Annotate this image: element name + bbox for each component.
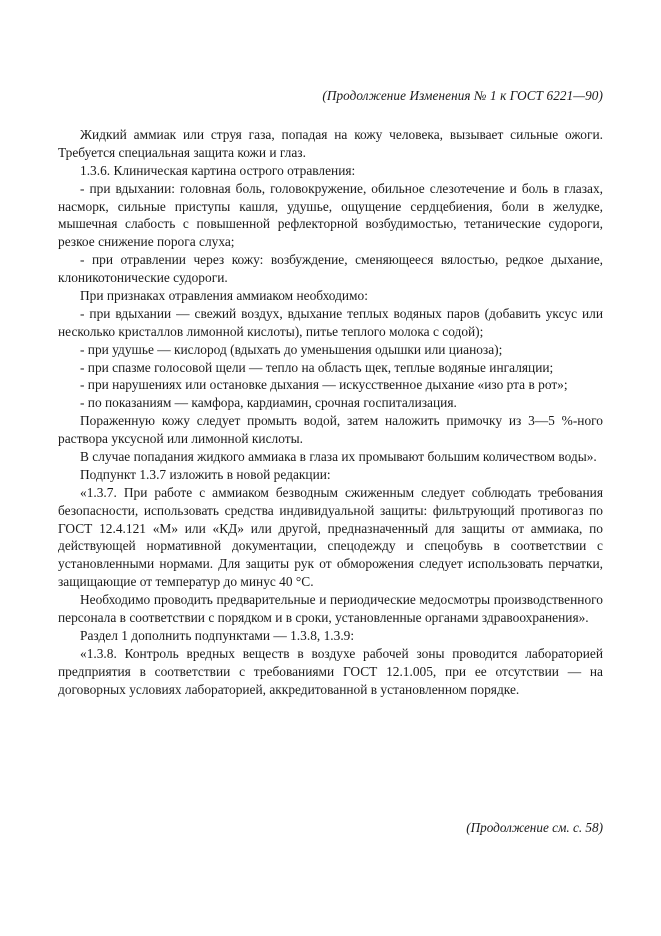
paragraph: Жидкий аммиак или струя газа, попадая на кожу человека, вызывает сильные ожоги. Требуется специальная защита кожи и глаз.: [58, 127, 603, 160]
paragraph: - при вдыхании: головная боль, головокружение, обильное слезотечение и боль в глазах, насморк, сильные приступы кашля, удушье, ощущение сердцебиения, боли в желудке, мышечная слабость с повышенной рефлекторной возбудимостью, тетанические судороги, резкое снижение порога слуха;: [58, 180, 603, 250]
paragraph: При признаках отравления аммиаком необходимо:: [80, 288, 368, 304]
paragraph: Подпункт 1.3.7 изложить в новой редакции:: [80, 466, 331, 482]
paragraph: Необходимо проводить предварительные и периодические медосмотры производственного персонала в соответствии с порядком и в сроки, установленные органами здравоохранения».: [58, 592, 603, 626]
document-body: [58, 126, 603, 699]
paragraph: «1.3.7. При работе с аммиаком безводным сжиженным следует соблюдать требования безопасности, использовать средства индивидуальной защиты: фильтрующий противогаз по ГОСТ 12.4.121 «М» или «КД» или другой, предназначенный для защиты от аммиака, по действующей нормативной документации, спецодежду и спецобувь в соответствии с установленными нормами. Для защиты рук от обморожения следует использовать перчатки, защищающие от температур до минус 40 °С.: [58, 484, 603, 590]
paragraph: - при отравлении через кожу: возбуждение, сменяющееся вялостью, редкое дыхание, клоникотонические судороги.: [58, 252, 603, 286]
document-footer: (Продолжение см. с. 58): [466, 820, 603, 835]
paragraph: - при вдыхании — свежий воздух, вдыхание теплых водяных паров (добавить уксус или несколько кристаллов лимонной кислоты), питье теплого молока с содой);: [58, 305, 603, 339]
paragraph: - при нарушениях или остановке дыхания — искусственное дыхание «изо рта в рот»;: [80, 377, 568, 393]
paragraph: «1.3.8. Контроль вредных веществ в воздухе рабочей зоны проводится лабораторией предприятия в соответствии с требованиями ГОСТ 12.1.005, при ее отсутствии — на договорных условиях лабораторией, аккредитованной в установленном порядке.: [58, 645, 603, 697]
paragraph: Раздел 1 дополнить подпунктами — 1.3.8, 1.3.9:: [80, 627, 355, 643]
paragraph: - при удушье — кислород (вдыхать до уменьшения одышки или цианоза);: [80, 341, 503, 357]
paragraph: 1.3.6. Клиническая картина острого отравления:: [80, 162, 356, 178]
paragraph: - при спазме голосовой щели — тепло на область щек, теплые водяные ингаляции;: [80, 359, 554, 375]
paragraph: В случае попадания жидкого аммиака в глаза их промывают большим количеством воды».: [80, 449, 597, 465]
paragraph: Пораженную кожу следует промыть водой, затем наложить примочку из 3—5 %-ного раствора уксусной или лимонной кислоты.: [58, 413, 603, 447]
paragraph: - по показаниям — камфора, кардиамин, срочная госпитализация.: [80, 395, 457, 411]
document-header: (Продолжение Изменения № 1 к ГОСТ 6221—90): [322, 88, 603, 103]
